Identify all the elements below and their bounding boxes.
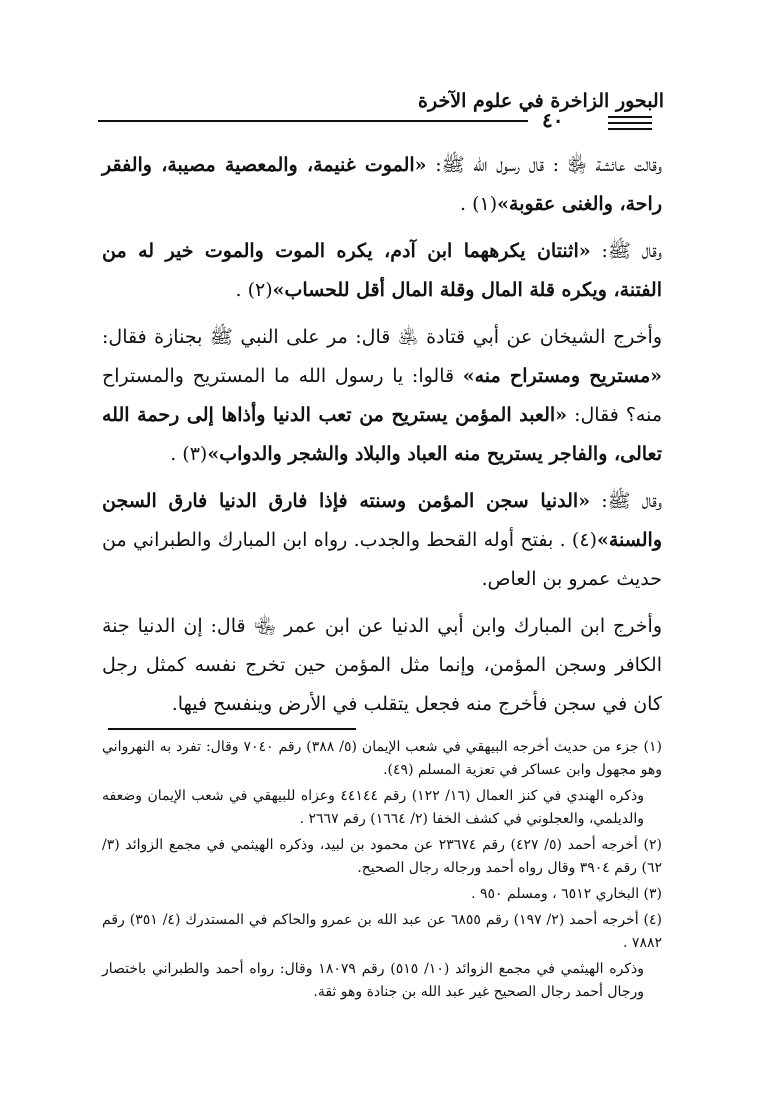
page-number-box <box>528 108 662 132</box>
paragraph <box>102 318 662 474</box>
paragraph-text: (١) . <box>460 193 498 215</box>
running-title: البحور الزاخرة في علوم الآخرة <box>418 90 664 112</box>
footnote: (١) جزء من حديث أخرجه البيهقي في شعب الإيمان (٥/ ٣٨٨) رقم ٧٠٤٠ وقال: تفرد به النهرواني وهو مجهول وابن عساكر في تعزية المسلم (٤٩). <box>102 739 662 778</box>
paragraph <box>102 482 662 599</box>
footnote: (٤) أخرجه أحمد (٢/ ١٩٧) رقم ٦٨٥٥ عن عبد الله بن عمرو والحاكم في المستدرك (٤/ ٣٥١) رقم ٧٨٨٢ . <box>102 912 662 951</box>
paragraph <box>102 146 662 224</box>
hadith-quote: «اثنتان يكرههما ابن آدم، يكره الموت والموت خير له من الفتنة، ويكره قلة المال وقلة المال أقل للحساب» <box>102 240 662 301</box>
paragraph-text: وقال ﷺ: <box>590 490 662 512</box>
paragraph <box>102 607 662 724</box>
paragraph-text: (٣) . <box>170 443 208 465</box>
paragraph-text: قالوا: يا رسول الله ما المستريح والمستراح منه؟ فقال: <box>102 365 663 426</box>
footnote-rule <box>108 728 356 730</box>
page-number: ٤٠ <box>542 108 564 132</box>
paragraph-text: وقال ﷺ: <box>590 240 662 262</box>
hadith-quote: «الموت غنيمة، والمعصية مصيبة، والفقر راحة، والغنى عقوبة» <box>102 154 662 215</box>
footnote: (٣) البخاري ٦٥١٢ ، ومسلم ٩٥٠ . <box>471 886 662 902</box>
paragraph-text: وأخرج ابن المبارك وابن أبي الدنيا عن ابن عمر ﵄ قال: إن الدنيا جنة الكافر وسجن المؤمن، وإنما مثل المؤمن حين تخرج نفسه كمثل رجل كان في سجن فأخرج منه فجعل يتقلب في الأرض وينفسح فيها. <box>102 615 662 715</box>
footnote: (٢) أخرجه أحمد (٥/ ٤٢٧) رقم ٢٣٦٧٤ عن محمود بن لبيد، وذكره الهيثمي في مجمع الزوائد (٣/ ٦٢) رقم ٣٩٠٤ وقال رواه أحمد ورجاله رجال الصحيح. <box>102 837 662 876</box>
hadith-quote: «العبد المؤمن يستريح من تعب الدنيا وأذاها إلى رحمة الله تعالى، والفاجر يستريح منه العباد والبلاد والشجر والدواب» <box>102 404 662 465</box>
main-text <box>102 146 662 732</box>
hadith-quote: «مستريح ومستراح منه» <box>462 365 662 387</box>
footnote: وذكره الهيثمي في مجمع الزوائد (١٠/ ٥١٥) رقم ١٨٠٧٩ وقال: رواه أحمد والطبراني باختصار ورجال أحمد رجال الصحيح غير عبد الله بن جنادة وهو ثقة. <box>102 961 644 1000</box>
decorative-bars <box>608 116 652 134</box>
footnotes <box>102 736 662 1007</box>
paragraph <box>102 232 662 310</box>
paragraph-text: (٢) . <box>235 279 273 301</box>
paragraph-text: وأخرج الشيخان عن أبي قتادة ﵁ قال: مر على النبي ﷺ بجنازة فقال: <box>102 326 662 348</box>
hadith-quote: «الدنيا سجن المؤمن وسنته فإذا فارق الدنيا فارق السجن والسنة» <box>102 490 662 551</box>
paragraph-text: وقالت عائشة ﵂ : قال رسول الله ﷺ: <box>426 154 662 176</box>
footnote: وذكره الهندي في كنز العمال (١٦/ ١٢٢) رقم ٤٤١٤٤ وعزاه للبيهقي في شعب الإيمان وضعفه والديلمي، والعجلوني في كشف الخفا (٢/ ١٦٦٤) رقم ٢٦٦٧ . <box>102 788 644 827</box>
paragraph-text: (٤) . بفتح أوله القحط والجدب. رواه ابن المبارك والطبراني من حديث عمرو بن العاص. <box>102 529 662 590</box>
